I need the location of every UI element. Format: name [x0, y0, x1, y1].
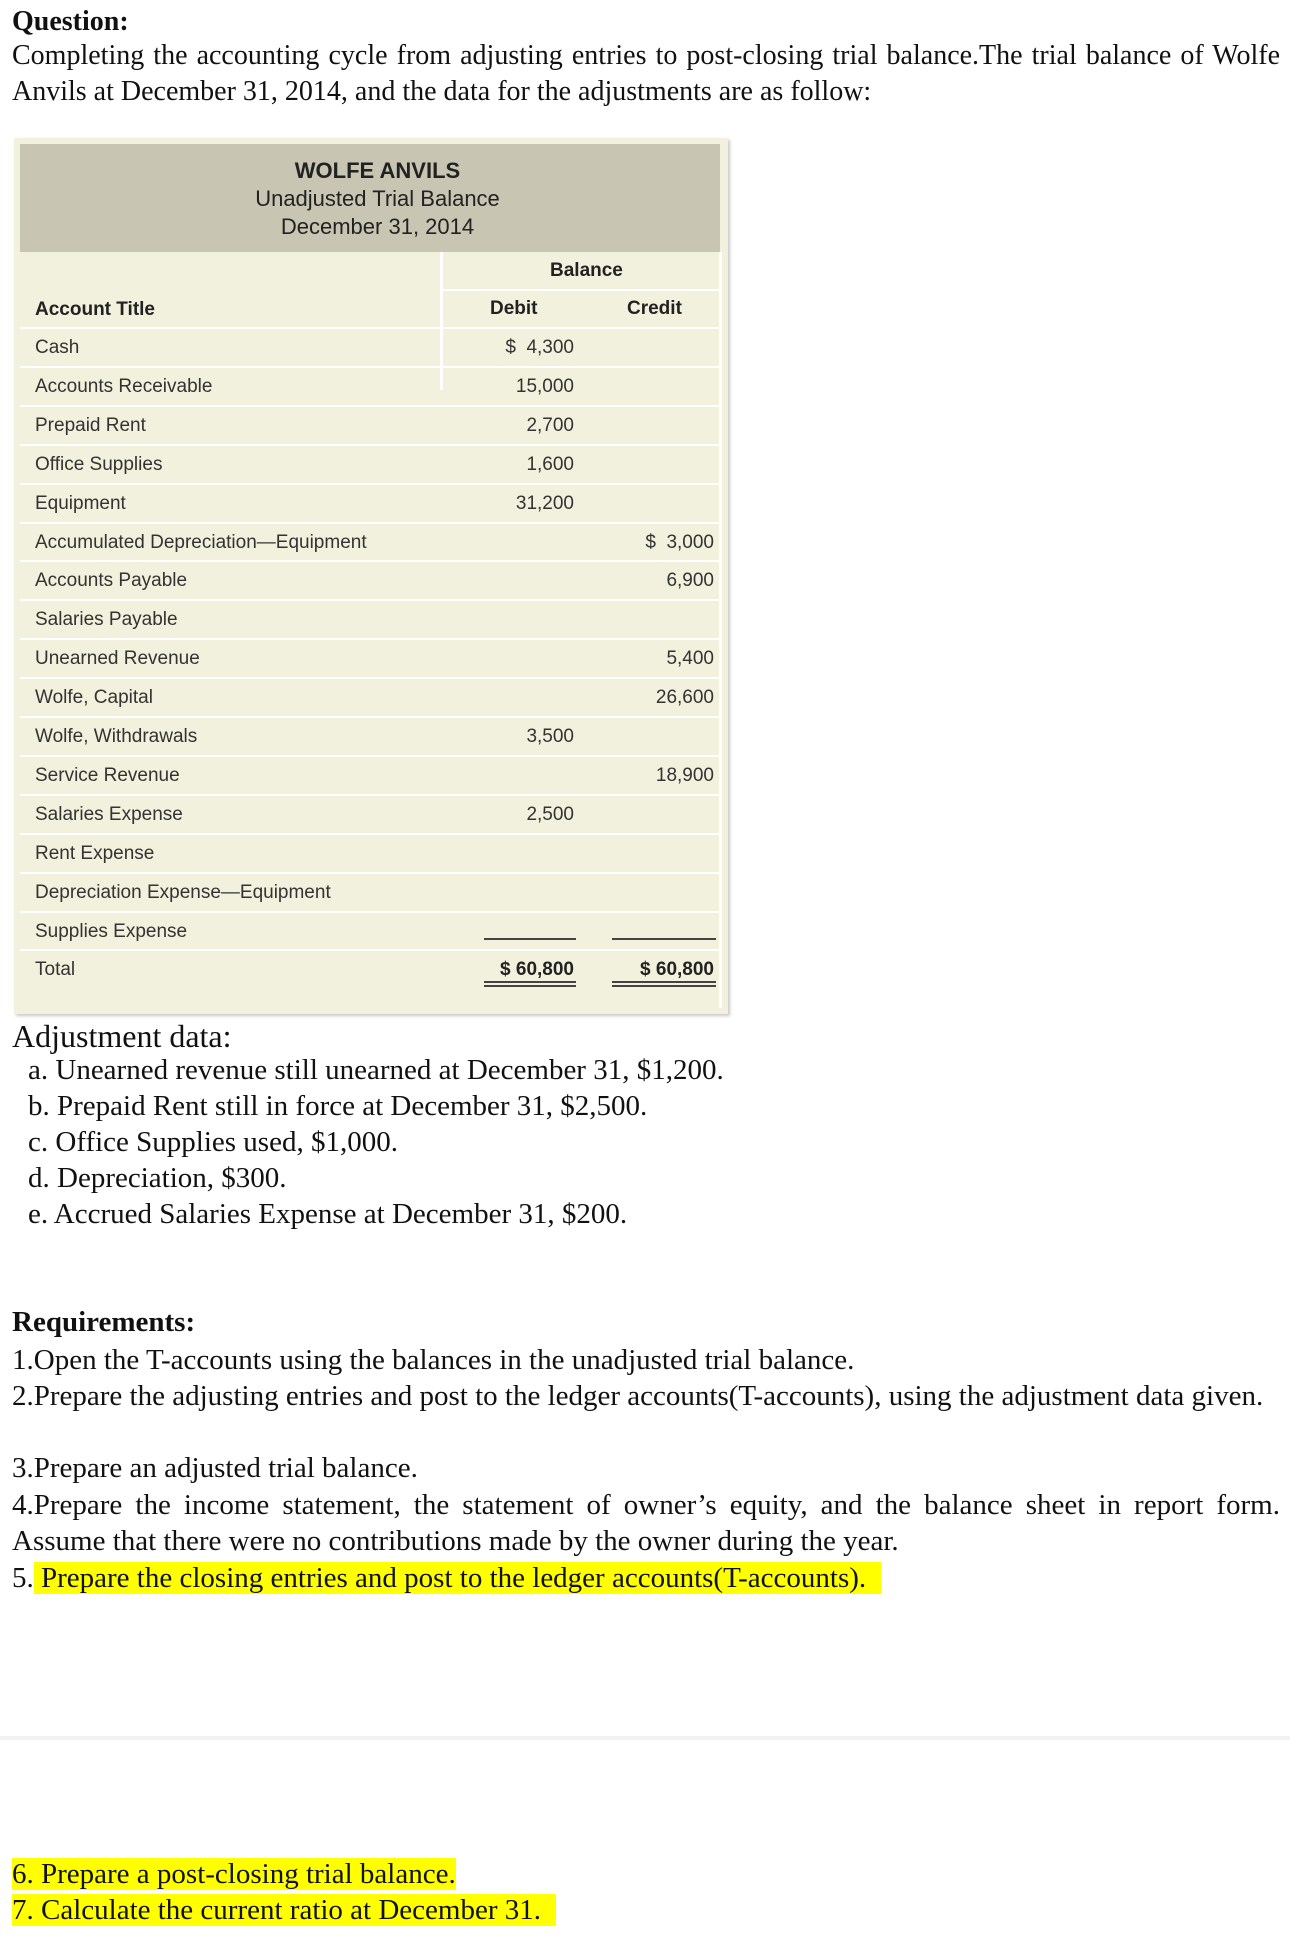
- row-divider: [20, 366, 722, 368]
- account-title: Unearned Revenue: [35, 648, 200, 670]
- row-divider: [20, 599, 722, 601]
- credit-total-rule: [612, 938, 716, 940]
- unadjusted-trial-balance: [14, 138, 728, 1014]
- statement-title: Unadjusted Trial Balance: [255, 186, 500, 211]
- requirement-5-number: 5.: [12, 1562, 34, 1594]
- row-divider: [20, 560, 722, 562]
- debit-amount: 2,700: [526, 414, 574, 436]
- requirements-title: Requirements:: [12, 1306, 196, 1338]
- credit-amount: $ 60,800: [640, 959, 714, 981]
- debit-amount: 15,000: [515, 375, 574, 397]
- account-title: Cash: [35, 337, 80, 358]
- row-divider: [20, 872, 722, 874]
- requirement-7-highlighted: 7. Calculate the current ratio at December 31.: [12, 1894, 556, 1926]
- debit-amount: 31,200: [515, 492, 574, 514]
- adjustment-data-title: Adjustment data:: [12, 1018, 232, 1054]
- account-title: Equipment: [35, 492, 126, 514]
- row-divider: [20, 638, 722, 640]
- requirement-4: 4.Prepare the income statement, the statement of owner’s equity, and the balance sheet in report form. Assume that there were no contributions made by the owner during the year.: [12, 1489, 1280, 1557]
- account-title: Rent Expense: [35, 842, 155, 864]
- adjustment-item-d: d. Depreciation, $300.: [28, 1162, 287, 1194]
- account-title: Supplies Expense: [35, 920, 188, 942]
- adjustment-item-a: a. Unearned revenue still unearned at December 31, $1,200.: [28, 1054, 724, 1086]
- debit-total-rule: [484, 938, 576, 940]
- row-divider: [20, 833, 722, 835]
- account-title: Wolfe, Withdrawals: [35, 726, 198, 747]
- debit-header: Debit: [490, 298, 538, 319]
- question-text: Completing the accounting cycle from adjusting entries to post-closing trial balance.The trial balance of Wolfe Anvils at December 31, 2014, and the data for the adjustments are as follow:: [12, 40, 1280, 107]
- balance-header: Balance: [550, 260, 623, 281]
- row-divider: [20, 911, 722, 913]
- requirement-5: [12, 1560, 1280, 1596]
- column-divider: [440, 252, 443, 390]
- requirement-1: 1.Open the T-accounts using the balances in the unadjusted trial balance.: [12, 1344, 855, 1376]
- company-name: WOLFE ANVILS: [294, 158, 461, 183]
- account-title: Salaries Payable: [35, 609, 178, 631]
- credit-amount: 5,400: [666, 648, 714, 670]
- account-title: Salaries Expense: [35, 803, 183, 825]
- account-title-header: Account Title: [35, 299, 155, 320]
- row-divider: [20, 327, 722, 329]
- row-divider: [20, 755, 722, 757]
- question-label: Question:: [12, 6, 129, 37]
- row-divider: [440, 289, 722, 291]
- credit-amount: 18,900: [655, 764, 714, 786]
- row-divider: [20, 949, 722, 951]
- debit-amount: $ 60,800: [500, 959, 574, 981]
- debit-amount: 3,500: [526, 726, 574, 747]
- statement-date: December 31, 2014: [280, 214, 475, 239]
- debit-amount: 2,500: [526, 803, 574, 825]
- requirement-6: [12, 1856, 456, 1892]
- debit-amount: 1,600: [526, 453, 574, 475]
- credit-amount: $ 3,000: [645, 531, 714, 553]
- credit-amount: 6,900: [666, 570, 714, 592]
- account-title: Service Revenue: [35, 764, 180, 786]
- debit-total-double-rule: [484, 985, 576, 987]
- section-divider: [0, 1736, 1290, 1740]
- row-divider: [20, 716, 722, 718]
- account-title: Wolfe, Capital: [35, 687, 153, 709]
- row-divider: [20, 444, 722, 446]
- requirement-7: [12, 1892, 556, 1928]
- adjustment-item-b: b. Prepaid Rent still in force at December 31, $2,500.: [28, 1090, 648, 1122]
- credit-header: Credit: [627, 298, 682, 319]
- requirement-6-highlighted: 6. Prepare a post-closing trial balance.: [12, 1858, 456, 1890]
- account-title: Accounts Payable: [35, 570, 188, 592]
- row-divider: [20, 405, 722, 407]
- row-divider: [20, 483, 722, 485]
- requirement-3: 3.Prepare an adjusted trial balance.: [12, 1452, 418, 1484]
- account-title: Depreciation Expense—Equipment: [35, 881, 331, 903]
- account-title: Office Supplies: [35, 453, 163, 475]
- credit-total-double-rule: [612, 981, 716, 983]
- requirement-2: 2.Prepare the adjusting entries and post to the ledger accounts(T-accounts), using the adjustment data given.: [12, 1380, 1264, 1412]
- account-title: Prepaid Rent: [35, 414, 146, 436]
- credit-amount: 26,600: [655, 687, 714, 709]
- account-title: Accumulated Depreciation—Equipment: [35, 531, 367, 553]
- row-divider: [20, 522, 722, 524]
- row-divider: [20, 677, 722, 679]
- account-title: Accounts Receivable: [35, 375, 213, 397]
- adjustment-item-e: e. Accrued Salaries Expense at December 31, $200.: [28, 1198, 628, 1230]
- trial-balance-header: [20, 144, 720, 252]
- account-title: Total: [35, 959, 76, 981]
- debit-total-double-rule: [484, 981, 576, 983]
- debit-amount: $ 4,300: [505, 337, 574, 358]
- credit-total-double-rule: [612, 985, 716, 987]
- requirement-5-highlighted: Prepare the closing entries and post to the ledger accounts(T-accounts).: [33, 1562, 881, 1594]
- adjustment-item-c: c. Office Supplies used, $1,000.: [28, 1126, 398, 1158]
- row-divider: [20, 794, 722, 796]
